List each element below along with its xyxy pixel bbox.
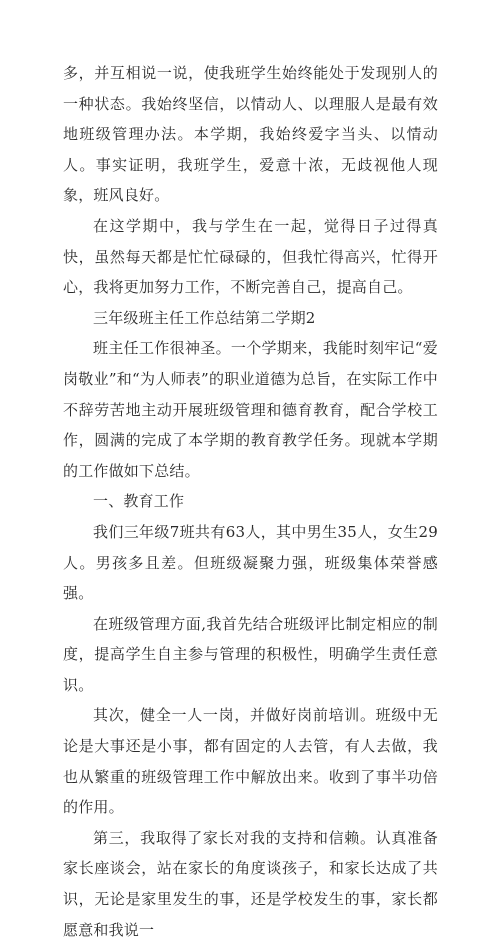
section-heading: 一、教育工作: [93, 492, 185, 511]
document-text-body: [63, 58, 438, 945]
paragraph: 在班级管理方面,我首先结合班级评比制定相应的制度，提高学生自主参与管理的积极性，明确学生责任意识。: [63, 614, 438, 694]
section-title: 三年级班主任工作总结第二学期2: [93, 308, 316, 327]
paragraph: 其次，健全一人一岗，并做好岗前培训。班级中无论是大事还是小事，都有固定的人去管，有人去做，我也从繁重的班级管理工作中解放出来。收到了事半功倍的作用。: [63, 706, 438, 817]
paragraph-continued: 多，并互相说一说，使我班学生始终能处于发现别人的一种状态。我始终坚信，以情动人、以理服人是最有效地班级管理办法。本学期，我始终爱字当头、以情动人。事实证明，我班学生，爱意十浓，无歧视他人现象，班风良好。: [63, 64, 438, 205]
paragraph: 我们三年级7班共有63人，其中男生35人，女生29人。男孩多且差。但班级凝聚力强，班级集体荣誉感强。: [63, 522, 438, 603]
paragraph: 班主任工作很神圣。一个学期来，我能时刻牢记“爱岗敬业”和“为人师表”的职业道德为总旨，在实际工作中不辞劳苦地主动开展班级管理和德育教育，配合学校工作，圆满的完成了本学期的教育教学任务。现就本学期的工作做如下总结。: [63, 339, 438, 480]
paragraph: 在这学期中，我与学生在一起，觉得日子过得真快，虽然每天都是忙忙碌碌的，但我忙得高兴，忙得开心，我将更加努力工作，不断完善自己，提高自己。: [63, 216, 438, 297]
paragraph: 第三，我取得了家长对我的支持和信赖。认真准备家长座谈会，站在家长的角度谈孩子，和家长达成了共识，无论是家里发生的事，还是学校发生的事，家长都愿意和我说一: [63, 828, 438, 939]
